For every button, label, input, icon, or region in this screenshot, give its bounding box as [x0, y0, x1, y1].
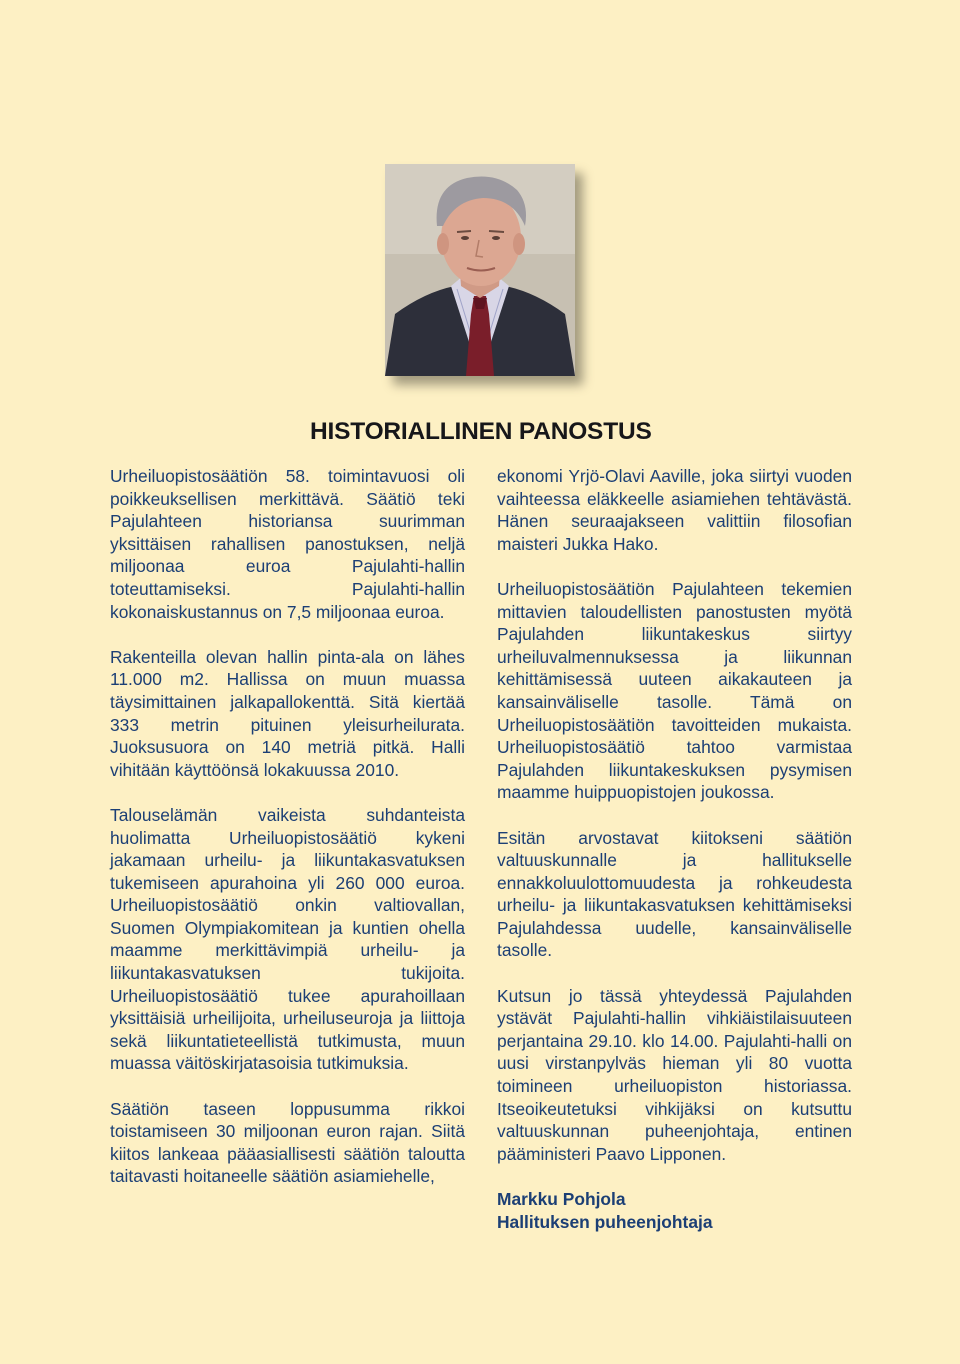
paragraph: Kutsun jo tässä yhteydessä Pajulahden ystävät Pajulahti-hallin vihkiäistilaisuuteen perjantaina 29.10. klo 14.00. Pajulahti-halli on uusi virstanpylväs hieman yli 80 vuotta toimineen urheiluopiston historiassa. Itseoikeutetuksi vihkijäksi on kutsuttu valtuuskunnan puheenjohtaja, entinen pääministeri Paavo Lipponen. [497, 985, 852, 1164]
paragraph: ekonomi Yrjö-Olavi Aaville, joka siirtyi vuoden vaihteessa eläkkeelle asiamiehen tehtävästä. Hänen seuraajakseen valittiin filosofian maisteri Jukka Hako. [497, 466, 852, 554]
signature [497, 1188, 852, 1233]
paragraph: Rakenteilla olevan hallin pinta-ala on lähes 11.000 m2. Hallissa on muun muassa täysimittainen jalkapallokenttä. Sitä kiertää 333 metrin pituinen yleisurheilurata. Juoksusuora on 140 metriä pitkä. Halli vihitään käyttöönsä lokakuussa 2010. [110, 646, 465, 780]
paragraph: Urheiluopistosäätiön 58. toimintavuosi oli poikkeuksellisen merkittävä. Säätiö teki Pajulahteen historiansa suurimman yksittäisen rahallisen panostuksen, neljä miljoonaa euroa Pajulahti-hallin toteuttamiseksi. Pajulahti-hallin kokonaiskustannus on 7,5 miljoonaa euroa. [110, 466, 465, 622]
signature-role: Hallituksen puheenjohtaja [497, 1211, 713, 1232]
page-title: HISTORIALLINEN PANOSTUS [310, 418, 652, 445]
right-column [497, 465, 852, 1233]
paragraph: Urheiluopistosäätiön Pajulahteen tekemien mittavien taloudellisten panostusten myötä Pajulahden liikuntakeskus siirtyy urheiluvalmennuksessa ja liikunnan kehittämisessä uuteen aikakauteen ja kansainväliselle tasolle. Tämä on Urheiluopistosäätiön tavoitteiden mukaista. Urheiluopistosäätiö tahtoo varmistaa Pajulahden liikuntakeskuksen pysymisen maamme huippuopistojen joukossa. [497, 578, 852, 803]
left-column [110, 465, 465, 1211]
portrait-illustration [385, 164, 575, 376]
portrait-photo [385, 164, 575, 376]
signature-name: Markku Pohjola [497, 1189, 626, 1209]
paragraph: Talouselämän vaikeista suhdanteista huolimatta Urheiluopistosäätiö kykeni jakamaan urheilu- ja liikuntakasvatuksen tukemiseen apurahoina yli 260 000 euroa. Urheiluopistosäätiö onkin valtiovallan, Suomen Olympiakomitean ja kuntien ohella maamme merkittävimpiä urheilu- ja liikuntakasvatuksen tukijoita. Urheiluopistosäätiö tukee apurahoillaan yksittäisiä urheilijoita, urheiluseuroja ja liittoja sekä liikuntatieteellistä tutkimusta, muun muassa väitöskirjatasoisia tutkimuksia. [110, 804, 465, 1074]
paragraph: Säätiön taseen loppusumma rikkoi toistamiseen 30 miljoonan euron rajan. Siitä kiitos lankeaa pääasiallisesti säätiön taloutta taitavasti hoitaneelle säätiön asiamiehelle, [110, 1098, 465, 1187]
paragraph: Esitän arvostavat kiitokseni säätiön valtuuskunnalle ja hallitukselle ennakkoluulottomuudesta ja rohkeudesta urheilu- ja liikuntakasvatuksen kehittämiseksi Pajulahdessa uudelle, kansainväliselle tasolle. [497, 827, 852, 961]
